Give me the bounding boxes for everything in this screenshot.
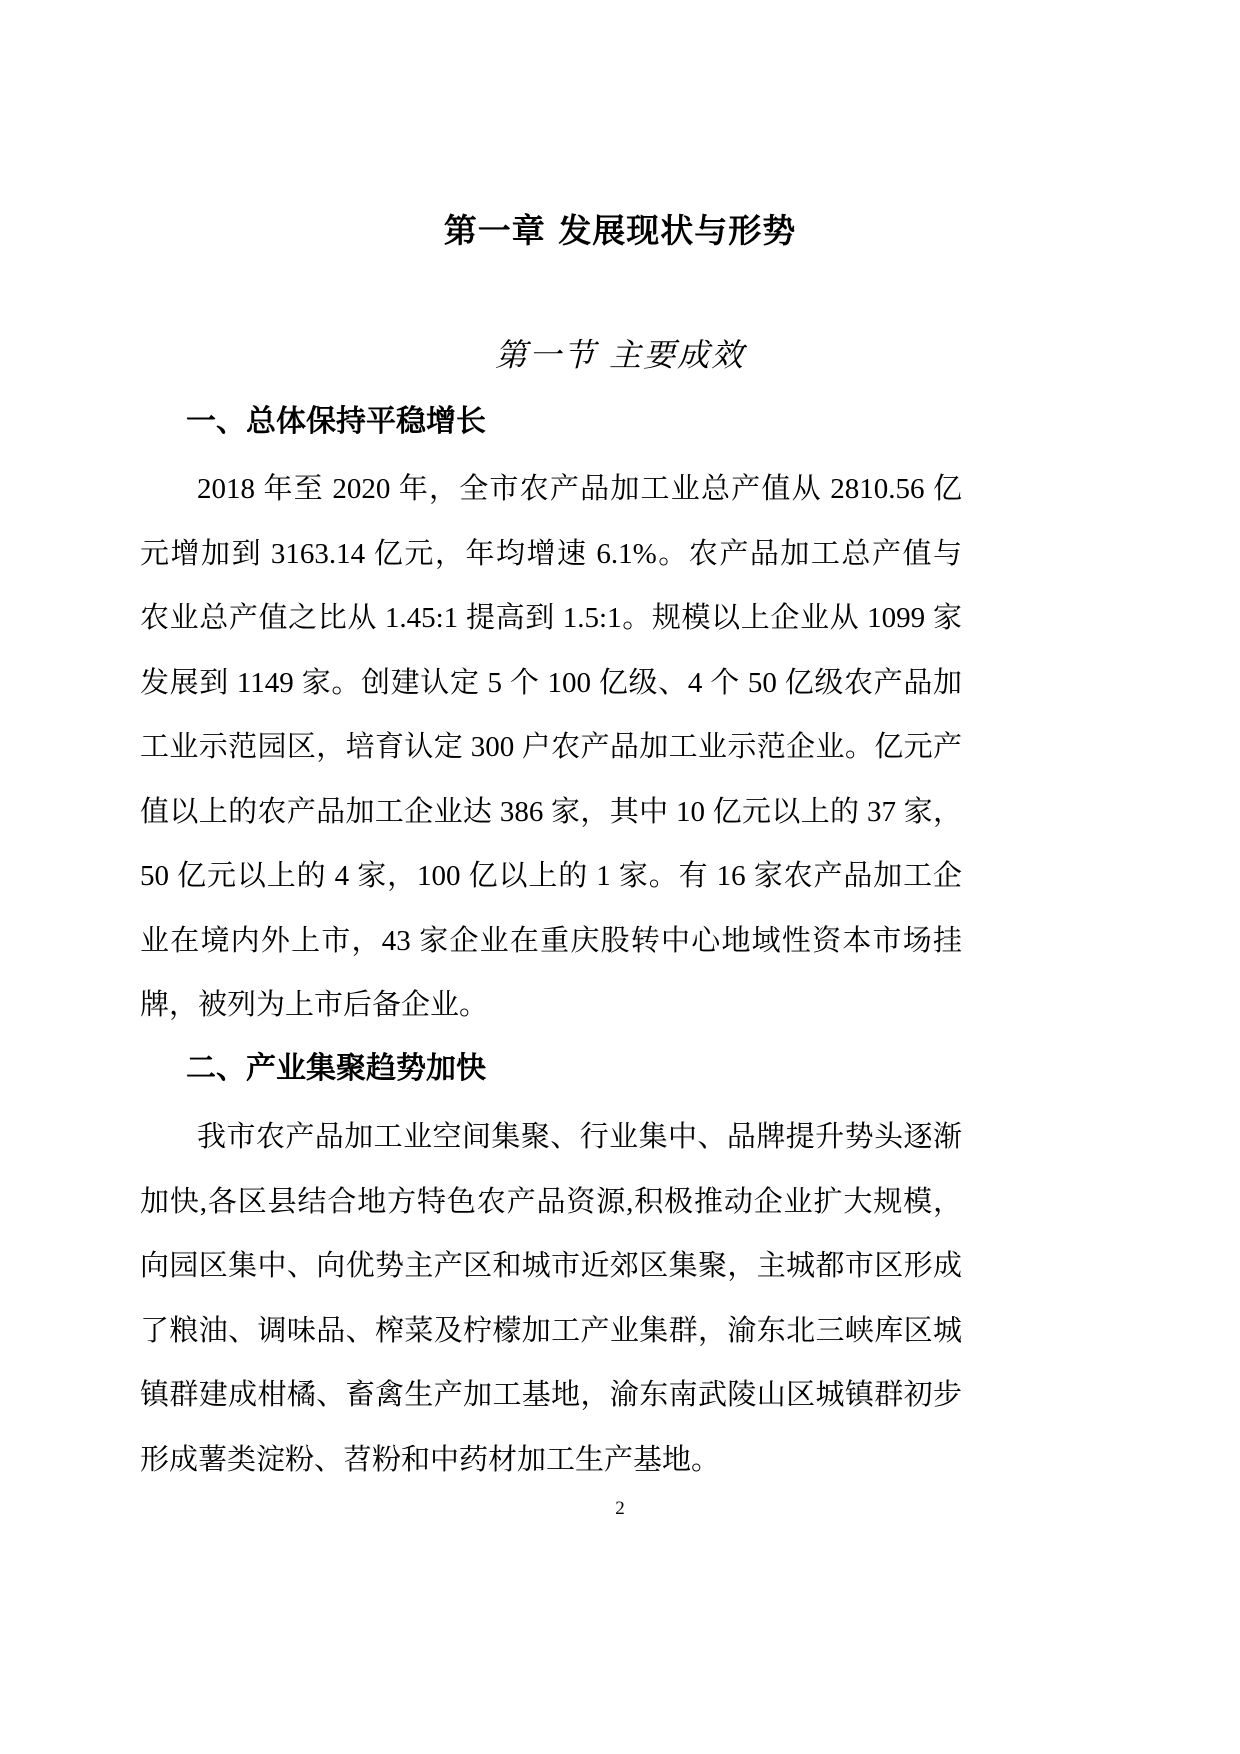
subsection-heading-1: 一、总体保持平稳增长 [186,404,486,439]
subsection-heading-2: 二、产业集聚趋势加快 [186,1051,486,1086]
paragraph-2-line: 我市农产品加工业空间集聚、行业集中、品牌提升势头逐渐 [197,1121,962,1153]
paragraph-2-line: 了粮油、调味品、榨菜及柠檬加工产业集群，渝东北三峡库区城 [140,1314,962,1347]
paragraph-2-line: 加快,各区县结合地方特色农产品资源,积极推动企业扩大规模， [140,1185,962,1218]
paragraph-1-line: 2018 年至 2020 年，全市农产品加工业总产值从 2810.56 亿 [197,473,962,505]
paragraph-2-line: 形成薯类淀粉、苕粉和中药材加工生产基地。 [140,1443,721,1476]
paragraph-1-line: 业在境内外上市，43 家企业在重庆股转中心地域性资本市场挂 [140,924,962,957]
paragraph-1-line: 农业总产值之比从 1.45:1 提高到 1.5:1。规模以上企业从 1099 家 [140,602,962,634]
paragraph-1-line: 元增加到 3163.14 亿元，年均增速 6.1%。农产品加工总产值与 [140,537,962,570]
paragraph-1-line: 牌，被列为上市后备企业。 [140,989,489,1021]
paragraph-2-line: 向园区集中、向优势主产区和城市近郊区集聚，主城都市区形成 [140,1250,962,1282]
section-title: 第一节 主要成效 [494,336,746,374]
paragraph-2 [140,1105,962,1492]
page-number: 2 [615,1498,625,1519]
paragraph-1-line: 工业示范园区，培育认定 300 户农产品加工业示范企业。亿元产 [140,731,962,763]
paragraph-1-line: 发展到 1149 家。创建认定 5 个 100 亿级、4 个 50 亿级农产品加 [140,666,962,699]
paragraph-1-line: 值以上的农产品加工企业达 386 家，其中 10 亿元以上的 37 家， [140,795,962,828]
paragraph-2-line: 镇群建成柑橘、畜禽生产加工基地，渝东南武陵山区城镇群初步 [140,1379,962,1411]
paragraph-1 [140,457,962,1038]
paragraph-1-line: 50 亿元以上的 4 家，100 亿以上的 1 家。有 16 家农产品加工企 [140,860,962,892]
chapter-title: 第一章 发展现状与形势 [443,211,797,250]
